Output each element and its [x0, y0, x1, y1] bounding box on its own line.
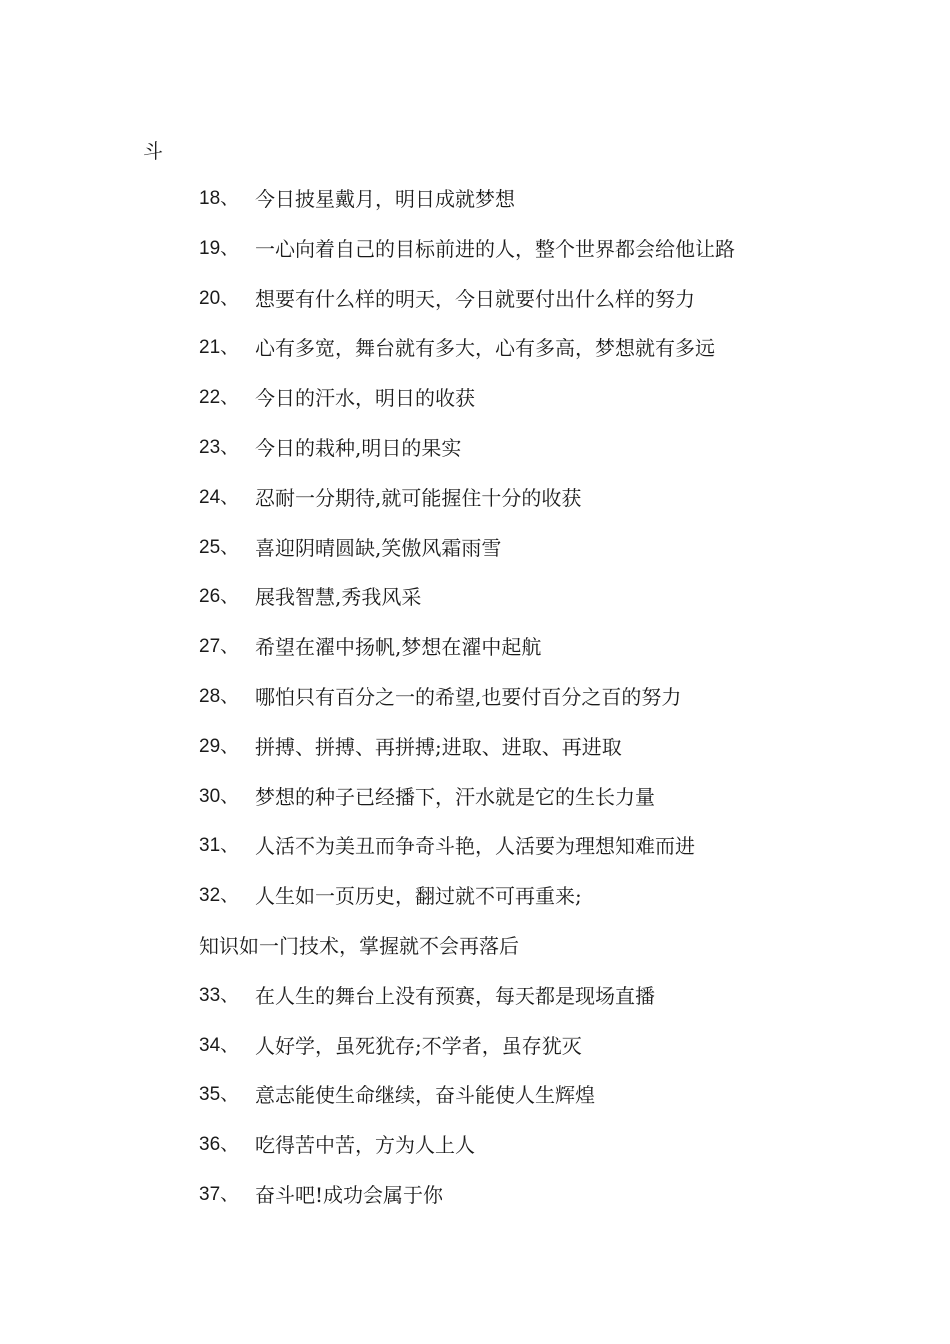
item-number: 31、	[199, 835, 240, 857]
item-text: 人生如一页历史，翻过就不可再重来;	[255, 884, 582, 909]
item-text: 在人生的舞台上没有预赛，每天都是现场直播	[255, 983, 655, 1008]
item-number: 23、	[199, 436, 240, 458]
item-text: 拼搏、拼搏、再拼搏;进取、进取、再进取	[255, 734, 622, 759]
list-item	[199, 1082, 919, 1132]
item-number: 37、	[199, 1183, 240, 1205]
item-number: 18、	[199, 188, 240, 209]
item-number: 25、	[199, 536, 240, 558]
item-text: 想要有什么样的明天，今日就要付出什么样的努力	[255, 286, 695, 311]
list-item	[199, 1182, 919, 1232]
item-number: 27、	[199, 636, 240, 658]
list-item	[199, 236, 919, 286]
item-text: 喜迎阴晴圆缺,笑傲风霜雨雪	[255, 535, 502, 560]
item-number: 32、	[199, 885, 240, 907]
list-item	[199, 186, 919, 236]
item-text: 一心向着自己的目标前进的人，整个世界都会给他让路	[255, 236, 735, 261]
list-item	[199, 286, 919, 336]
list-item	[199, 535, 919, 585]
list-item	[199, 385, 919, 435]
list-item	[199, 983, 919, 1033]
list-item	[199, 485, 919, 535]
item-text: 希望在濯中扬帆,梦想在濯中起航	[255, 635, 542, 660]
item-text: 心有多宽，舞台就有多大，心有多高，梦想就有多远	[255, 336, 715, 361]
list-item	[199, 933, 919, 983]
item-number: 36、	[199, 1134, 240, 1156]
item-text: 忍耐一分期待,就可能握住十分的收获	[255, 485, 582, 510]
item-number: 22、	[199, 387, 240, 409]
list-item	[199, 883, 919, 933]
item-text: 今日的栽种,明日的果实	[255, 435, 462, 460]
list-item	[199, 734, 919, 784]
item-text: 今日披星戴月，明日成就梦想	[255, 187, 515, 211]
list-item	[199, 634, 919, 684]
list-item	[199, 435, 919, 485]
item-text: 意志能使生命继续，奋斗能使人生辉煌	[255, 1083, 595, 1108]
item-number: 35、	[199, 1084, 240, 1106]
item-text: 吃得苦中苦，方为人上人	[255, 1133, 475, 1158]
item-text: 今日的汗水，明日的收获	[255, 386, 475, 411]
item-number: 26、	[199, 586, 240, 608]
continuation-text: 知识如一门技术，掌握就不会再落后	[199, 933, 519, 958]
list-item	[199, 784, 919, 834]
item-number: 20、	[199, 287, 240, 309]
list-item	[199, 684, 919, 734]
item-number: 24、	[199, 486, 240, 508]
quote-list	[199, 186, 919, 1232]
item-number: 30、	[199, 785, 240, 807]
item-text: 展我智慧,秀我风采	[255, 585, 422, 610]
item-number: 34、	[199, 1034, 240, 1056]
item-number: 33、	[199, 984, 240, 1006]
item-number: 19、	[199, 237, 240, 259]
item-number: 21、	[199, 337, 240, 359]
list-item	[199, 1132, 919, 1182]
item-text: 哪怕只有百分之一的希望,也要付百分之百的努力	[255, 684, 682, 709]
item-text: 人活不为美丑而争奇斗艳，人活要为理想知难而进	[255, 834, 695, 859]
list-item	[199, 335, 919, 385]
item-number: 29、	[199, 735, 240, 757]
list-item	[199, 1033, 919, 1083]
item-text: 梦想的种子已经播下，汗水就是它的生长力量	[255, 784, 655, 809]
list-item	[199, 584, 919, 634]
list-item	[199, 833, 919, 883]
item-text: 奋斗吧!成功会属于你	[255, 1182, 444, 1207]
item-text: 人好学，虽死犹存;不学者，虽存犹灭	[255, 1033, 582, 1058]
item-number: 28、	[199, 685, 240, 707]
continued-text-fragment: 斗	[143, 139, 163, 163]
